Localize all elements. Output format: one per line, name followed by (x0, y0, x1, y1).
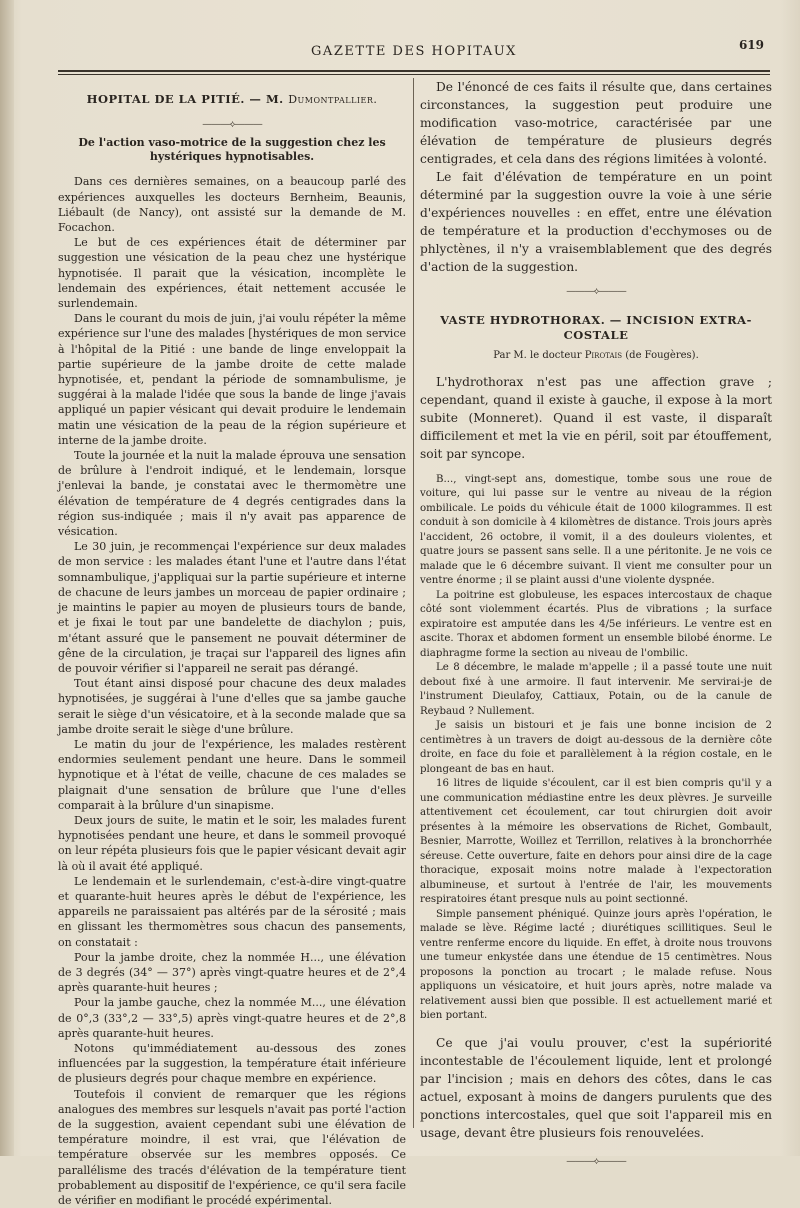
article-author: Dumontpallier. (288, 93, 378, 106)
paragraph: De l'énoncé de ces faits il résulte que, dans certaines circonstances, la suggestion peut produire une modification vaso-motrice, caractérisée par une élévation de température de plusieurs degrés centigrades, et cela dans des régions limitées à volonté. (420, 80, 772, 166)
ornament-divider: ———⟡——— (566, 286, 626, 297)
case-paragraph: Simple pansement phéniqué. Quinze jours après l'opération, le malade se lève. Régime lacté ; diurétiques scillitiques. Seul le ventre renferme encore du liquide. En effet, à droite nous trouvons une tumeur enkystée dans une étendue de 15 centimètres. Nous proposons la ponction au trocart ; le malade refuse. Nous appliquons un vésicatoire, et huit jours après, notre malade va relativement aussi bien que possible. Il est actuellement marié et bien portant. (420, 908, 772, 1022)
byline-author: Pirotais (584, 349, 623, 361)
paragraph: Le but de ces expériences était de déterminer par suggestion une vésication de la peau chez une hystérique hypnotisée. Il parait que la vésication, incomplète le lendemain des expériences, était nettement accusée le surlendemain. (58, 236, 406, 311)
article-byline (420, 348, 772, 363)
header-rule-thin (58, 74, 770, 75)
case-paragraph: Le 8 décembre, le malade m'appelle ; il a passé toute une nuit debout fixé à une armoire. Il faut intervenir. Me servirai-je de l'instrument Dieulafoy, Cattiaux, Potain, ou de la canule de Reybaud ? Nullement. (420, 662, 772, 717)
journal-title: GAZETTE DES HOPITAUX (311, 44, 517, 59)
end-ornament: ———⟡——— (566, 1155, 626, 1167)
paragraph: Deux jours de suite, le matin et le soir, les malades furent hypnotisées pendant une heure, et dans le sommeil provoqué on leur répéta plusieurs fois que le papier vésicant devait agir là où il avait été appliqué. (58, 813, 406, 873)
lead-paragraph: L'hydrothorax n'est pas une affection grave ; cependant, quand il existe à gauche, il expose à la mort subite (Monneret). Quand il est vaste, il disparaît difficilement et met la vie en péril, soit par étouffement, soit par syncope. (420, 374, 772, 461)
paragraph: Pour la jambe gauche, chez la nommée M..., une élévation de 0°,3 (33°,2 — 33°,5) après vingt-quatre heures et de 2°,8 après quarante-huit heures. (58, 996, 406, 1040)
paragraph: Toutefois il convient de remarquer que les régions analogues des membres sur lesquels n'avait pas porté l'action de la suggestion, avaient cependant subi une élévation de température moindre, il est vrai, que l'élévation de température observée sur les membres opposés. Ce parallélisme des tracés d'élévation de la température tient probablement au dispositif de l'expérience, ce qu'il sera facile de vérifier en modifiant le procédé expérimental. (58, 1087, 406, 1208)
column-divider (413, 78, 414, 1128)
case-paragraph: B..., vingt-sept ans, domestique, tombe sous une roue de voiture, qui lui passe sur le ventre au niveau de la région ombilicale. Le poids du véhicule était de 1000 kilogrammes. Il est conduit à son domicile à 4 kilomètres de distance. Trois jours après l'accident, 26 octobre, il vomit, il a des douleurs violentes, et quatre jours se passent sans selle. Il a une péritonite. Je ne vois ce malade que le 6 décembre suivant. Il vient me consulter pour un ventre énorme ; il se plaint aussi d'une violente dyspnée. (420, 473, 772, 587)
paragraph: Le fait d'élévation de température en un point déterminé par la suggestion ouvre la voie à une série d'expériences nouvelles : en effet, entre une élévation de température et la production d'ecchymoses ou de phlyctènes, il n'y a vraisemblablement que des degrés d'action de la suggestion. (420, 170, 772, 274)
byline-prefix: Par M. le docteur (493, 349, 585, 361)
paragraph: Le lendemain et le surlendemain, c'est-à-dire vingt-quatre et quarante-huit heures après le début de l'expérience, les appareils ne paraissaient pas altérés par de la sérosité ; mais en glissant les thermomètres sous chacun des pansements, on constatait : (58, 874, 406, 949)
paragraph: Toute la journée et la nuit la malade éprouva une sensation de brûlure à l'endroit indiqué, et le lendemain, lorsque j'enlevai la bande, je constatai avec le thermomètre une élévation de température de 4 degrés centigrades dans la région sus-indiquée ; mais il n'y avait pas apparence de vésication. (58, 449, 406, 539)
ornament-divider: ———⟡——— (202, 119, 262, 131)
case-paragraph: 16 litres de liquide s'écoulent, car il est bien compris qu'il y a une communication médiastine entre les deux plèvres. Je surveille attentivement cet écoulement, car tout chirurgien doit avoir présentes à la mémoire les observations de Richet, Gombault, Besnier, Marrotte, Woillez et Terrillon, relatives à la bronchorrhée séreuse. Cette ouverture, faite en dehors pour ainsi dire de la cage thoracique, exposait moins notre malade à l'expectoration albumineuse, et surtout à l'entrée de l'air, les mouvements respiratoires étant presque nuls au point sectionné. (420, 778, 772, 906)
page-binding-edge (0, 0, 14, 1156)
left-column (58, 78, 406, 1208)
closing-paragraph: Ce que j'ai voulu prouver, c'est la supériorité incontestable de l'écoulement liquide, lent et prolongé par l'incision ; mais en dehors des côtes, dans le cas actuel, exposant à moins de dangers purulents que des ponctions intercostales, quel que soit l'appareil mis en usage, devant être plusieurs fois renouvelées. (420, 1035, 772, 1140)
article-heading-hydrothorax: VASTE HYDROTHORAX. — INCISION EXTRA-COSTALE (440, 313, 752, 343)
page-header (60, 38, 768, 66)
article-heading-text: HOPITAL DE LA PITIÉ. — M. (86, 92, 289, 106)
page-number: 619 (738, 38, 764, 52)
article-subtitle: De l'action vaso-motrice de la suggestion chez les hystériques hypnotisables. (78, 136, 386, 164)
paragraph: Notons qu'immédiatement au-dessous des zones influencées par la suggestion, la température était inférieure de plusieurs degrés pour chaque membre en expérience. (58, 1041, 406, 1086)
header-rule (58, 70, 770, 72)
paragraph: Dans le courant du mois de juin, j'ai voulu répéter la même expérience sur l'une des malades [hystériques de mon service à l'hôpital de la Pitié : une bande de linge enveloppait la partie supérieure de la jambe droite de cette malade hypnotisée, et, pendant la période de somnambulisme, je suggérai à la malade l'idée que sous la bande de linge j'avais appliqué un papier vésicant qui devait produire le lendemain matin une vésication de la peau de la région supérieure et interne de la jambe droite. (58, 312, 406, 447)
case-paragraph: La poitrine est globuleuse, les espaces intercostaux de chaque côté sont violemment écartés. Plus de vibrations ; la surface expiratoire est amputée dans les 4/5e inférieurs. Le ventre est en ascite. Thorax et abdomen forment un ensemble bilobé énorme. Le diaphragme forme la section au niveau de l'ombilic. (420, 589, 772, 659)
paragraph: Le matin du jour de l'expérience, les malades restèrent endormies seulement pendant une heure. Dans le sommeil hypnotique et à l'état de veille, chacune de ces malades se plaignait d'une sensation de brûlure que l'une d'elles comparait à la brûlure d'un sinapisme. (58, 737, 406, 812)
paragraph: Tout étant ainsi disposé pour chacune des deux malades hypnotisées, je suggérai à l'une d'elles que sa jambe gauche serait le siège d'un vésicatoire, et à la seconde malade que sa jambe droite serait le siège d'une brûlure. (58, 677, 406, 736)
paragraph: Le 30 juin, je recommençai l'expérience sur deux malades de mon service : les malades étant l'une et l'autre dans l'état somnambulique, j'appliquai sur la partie supérieure et interne de chacune de leurs jambes un morceau de papier ordinaire ; je maintins le papier au moyen de plusieurs tours de bande, et je fixai le tout par une bandelette de diachylon ; puis, m'étant assuré que le pansement ne pouvait déterminer de gêne de la circulation, je traçai sur l'appareil des lignes afin de pouvoir vérifier si l'appareil ne serait pas dérangé. (58, 540, 406, 675)
article-heading-pitie (58, 92, 406, 107)
case-paragraph: Je saisis un bistouri et je fais une bonne incision de 2 centimètres à un travers de doigt au-dessous de la dernière côte droite, en face du foie et parallèlement à la région costale, en le plongeant de bas en haut. (420, 720, 772, 775)
paragraph: Pour la jambe droite, chez la nommée H..., une élévation de 3 degrés (34° — 37°) après vingt-quatre heures et de 2°,4 après quarante-huit heures ; (58, 950, 406, 995)
byline-suffix: (de Fougères). (622, 349, 699, 361)
paragraph: Dans ces dernières semaines, on a beaucoup parlé des expériences auxquelles les docteurs Bernheim, Beaunis, Liébault (de Nancy), ont assisté sur la demande de M. Focachon. (58, 175, 406, 235)
right-column (420, 78, 772, 1173)
